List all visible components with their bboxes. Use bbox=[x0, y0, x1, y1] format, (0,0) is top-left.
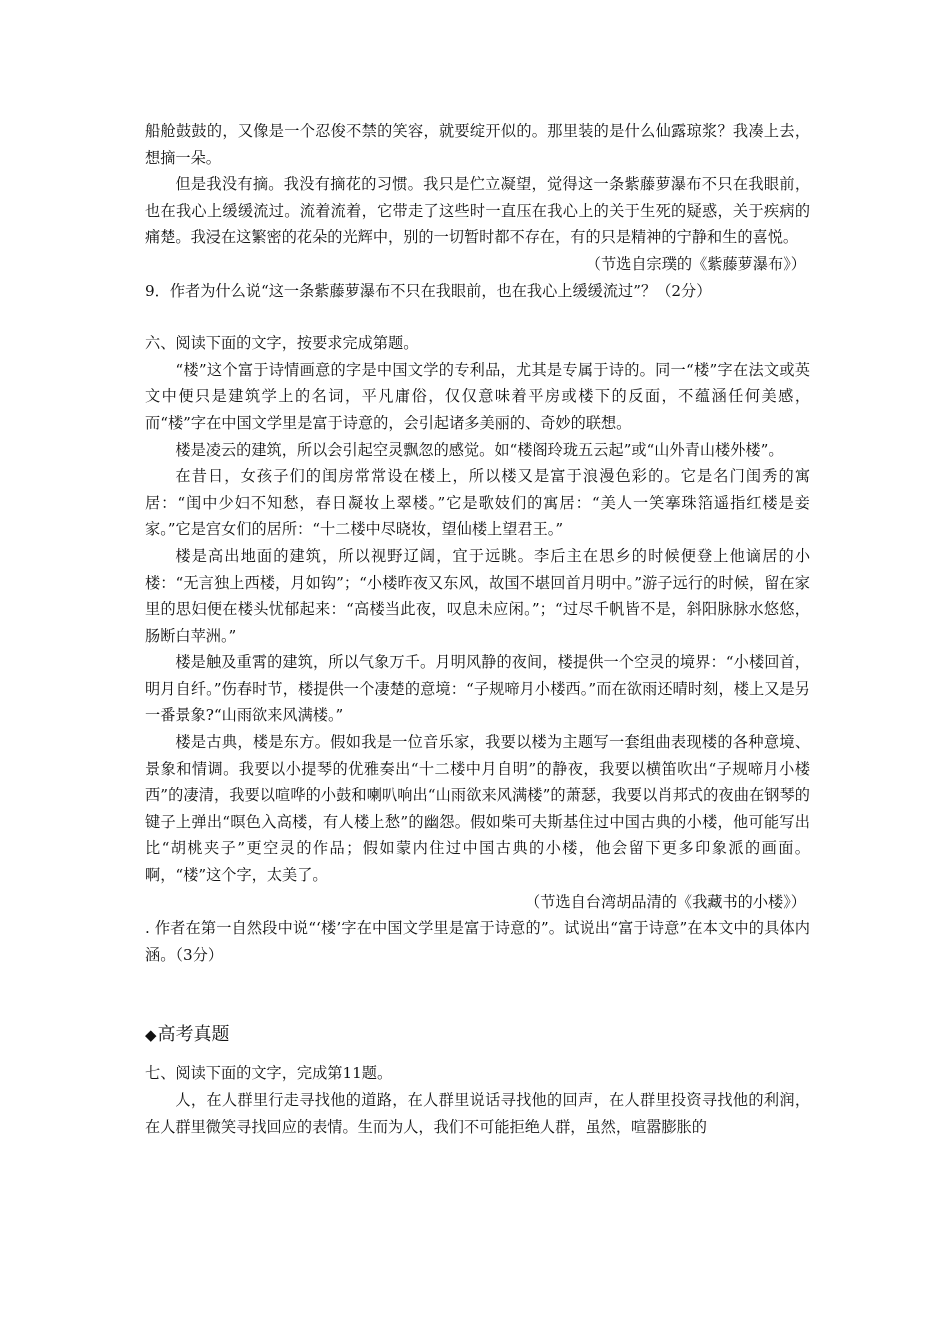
section-6-paragraph: 在昔日，女孩子们的闺房常常设在楼上，所以楼又是富于浪漫色彩的。它是名门闺秀的寓居：“闺中少妇不知愁，春日凝妆上翠楼。”它是歌妓们的寓居：“美人一笑搴珠箔遥指红楼是妾家。”它是宫女们的居所：“十二楼中尽晓妆，望仙楼上望君王。” bbox=[145, 467, 810, 539]
section-6-paragraph: 楼是高出地面的建筑，所以视野辽阔，宜于远眺。李后主在思乡的时候便登上他谪居的小楼：“无言独上西楼，月如钩”；“小楼昨夜又东风，故国不堪回首月明中。”游子远行的时候，留在家里的思妇便在楼头忧郁起来：“高楼当此夜，叹息未应闲。”；“过尽千帆皆不是，斜阳脉脉水悠悠，肠断白苹洲。” bbox=[145, 546, 810, 645]
question-9: 9．作者为什么说“这一条紫藤萝瀑布不只在我眼前，也在我心上缓缓流过”？（2分） bbox=[145, 281, 712, 300]
section-7-title: 七、阅读下面的文字，完成第11题。 bbox=[145, 1064, 393, 1083]
passage-paragraph: 但是我没有摘。我没有摘花的习惯。我只是伫立凝望，觉得这一条紫藤萝瀑布不只在我眼前，也在我心上缓缓流过。流着流着，它带走了这些时一直压在我心上的关于生死的疑惑，关于疾病的痛楚。我浸在这繁密的花朵的光辉中，别的一切暂时都不存在，有的只是精神的宁静和生的喜悦。 bbox=[145, 175, 810, 247]
passage-source: （节选自宗璞的《紫藤萝瀑布》） bbox=[585, 254, 806, 273]
section-6-source: （节选自台湾胡品清的《我藏书的小楼》） bbox=[525, 892, 806, 911]
section-6-paragraph: “楼”这个富于诗情画意的字是中国文学的专利品，尤其是专属于诗的。同一“楼”字在法文或英文中便只是建筑学上的名词，平凡庸俗，仅仅意味着平房或楼下的反面，不蕴涵任何美感，而“楼”字在中国文学里是富于诗意的，会引起诸多美丽的、奇妙的联想。 bbox=[145, 360, 810, 432]
diamond-icon: ◆ bbox=[145, 1026, 157, 1045]
spacer bbox=[145, 304, 810, 330]
spacer bbox=[145, 968, 810, 1020]
section-6-paragraph: 楼是凌云的建筑，所以会引起空灵飘忽的感觉。如“楼阁玲珑五云起”或“山外青山楼外楼”。 bbox=[175, 440, 784, 459]
section-6-title: 六、阅读下面的文字，按要求完成第题。 bbox=[145, 334, 419, 353]
section-6-paragraph: 楼是触及重霄的建筑，所以气象万千。月明风静的夜间，楼提供一个空灵的境界：“小楼回首，明月自纤。”伤春时节，楼提供一个凄楚的意境：“子规啼月小楼西。”而在欲雨还晴时刻，楼上又是另一番景象?“山雨欲来风满楼。” bbox=[145, 653, 810, 725]
gaokao-heading bbox=[145, 1020, 810, 1050]
document-page bbox=[145, 118, 810, 1140]
section-7-paragraph: 人，在人群里行走寻找他的道路，在人群里说话寻找他的回声，在人群里投资寻找他的利润，在人群里微笑寻找回应的表情。生而为人，我们不可能拒绝人群，虽然，喧嚣膨胀的 bbox=[145, 1091, 810, 1136]
gaokao-heading-text: 高考真题 bbox=[157, 1024, 230, 1046]
section-6-paragraph: 楼是古典，楼是东方。假如我是一位音乐家，我要以楼为主题写一套组曲表现楼的各种意境、景象和情调。我要以小提琴的优雅奏出“十二楼中月自明”的静夜，我要以横笛吹出“子规啼月小楼西”的凄清，我要以喧哗的小鼓和喇叭响出“山雨欲来风满楼”的萧瑟，我要以肖邦式的夜曲在钢琴的键子上弹出“暝色入高楼，有人楼上愁”的幽怨。假如柴可夫斯基住过中国古典的小楼，他可能写出比“胡桃夹子”更空灵的作品；假如蒙内住过中国古典的小楼，他会留下更多印象派的画面。啊，“楼”这个字，太美了。 bbox=[145, 733, 810, 885]
section-6-question: . 作者在第一自然段中说“‘楼’字在中国文学里是富于诗意的”。试说出“富于诗意”在本文中的具体内涵。（3分） bbox=[145, 919, 810, 964]
passage-paragraph: 船舱鼓鼓的，又像是一个忍俊不禁的笑容，就要绽开似的。那里装的是什么仙露琼浆？我凑上去，想摘一朵。 bbox=[145, 122, 810, 167]
